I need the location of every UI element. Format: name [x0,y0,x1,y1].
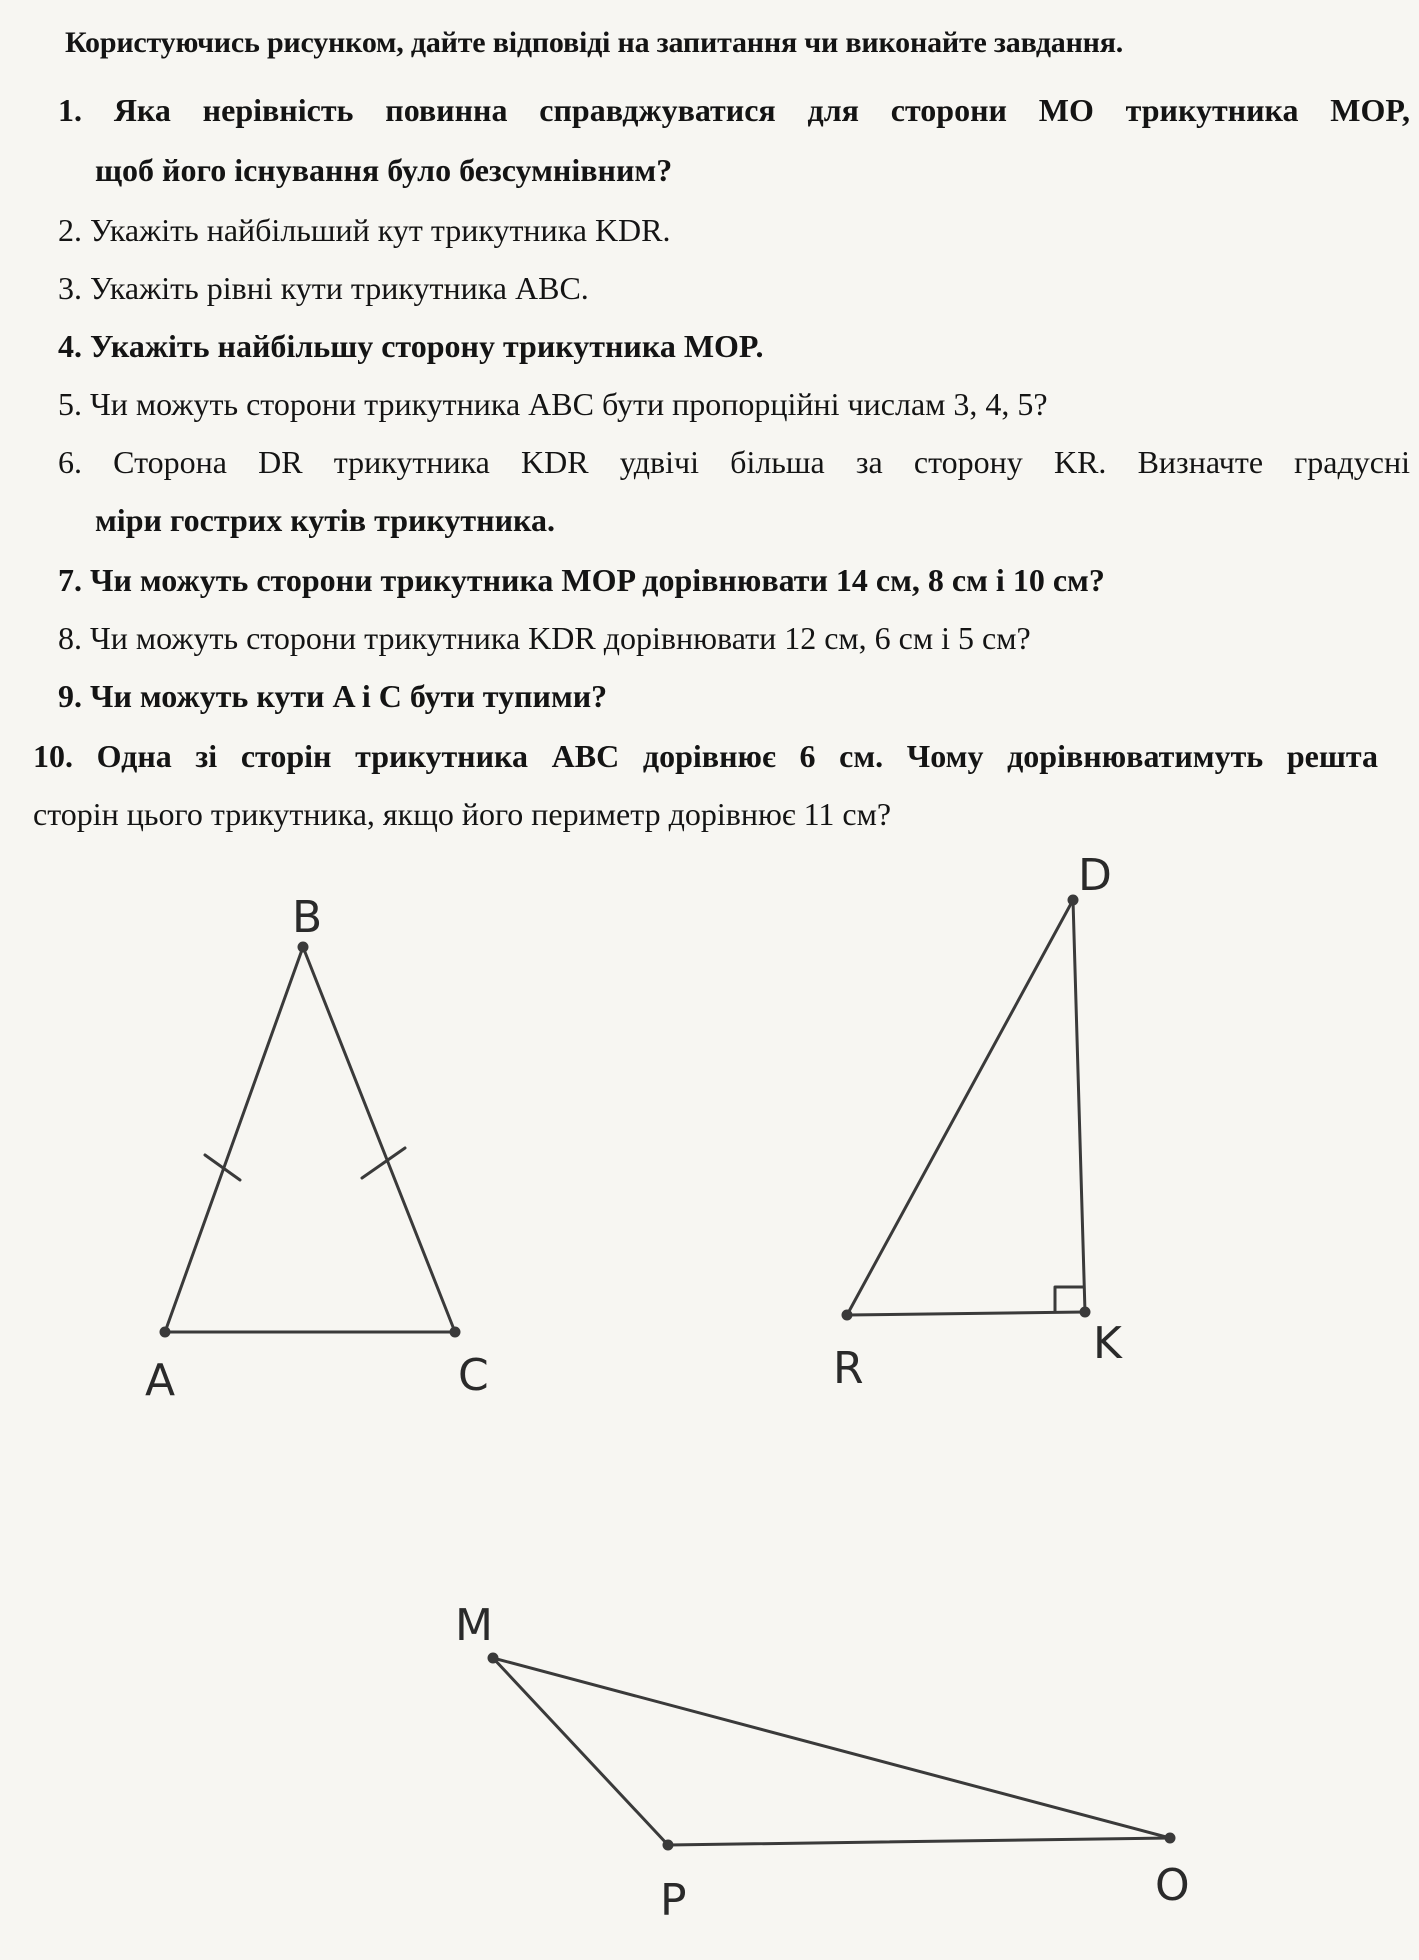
vertex-b-dot [299,943,307,951]
question-9-number: 9. [58,678,82,714]
right-angle-mark [1055,1287,1084,1312]
vertex-m-dot [489,1654,497,1662]
side-mp [493,1658,668,1845]
question-5-text: Чи можуть сторони трикутника АВС бути пропорційні числам 3, 4, 5? [90,386,1048,422]
question-8-number: 8. [58,620,82,656]
vertex-r-dot [843,1311,851,1319]
question-7-number: 7. [58,562,82,598]
triangle-abc [161,943,459,1336]
label-o: O [1155,1860,1190,1911]
label-r: R [833,1343,864,1394]
vertex-o-dot [1166,1834,1174,1842]
question-5-number: 5. [58,386,82,422]
triangle-kdr [843,896,1089,1319]
tick-mark-ab [205,1155,240,1180]
question-4-text: Укажіть найбільшу сторону трикутника MOP. [90,328,764,364]
question-6-number: 6. [58,444,82,480]
question-1-text: Яка нерівність повинна справджуватися для сторони MO трикутника MOP, [113,92,1411,128]
vertex-p-dot [664,1841,672,1849]
question-7-text: Чи можуть сторони трикутника MOP дорівнювати 14 см, 8 см і 10 см? [90,562,1105,598]
question-6-text: Сторона DR трикутника KDR удвічі більша за сторону KR. Визначте градусні [113,444,1411,480]
label-b: B [292,892,323,943]
side-bc [303,947,455,1332]
question-10-continuation: сторін цього трикутника, якщо його периметр дорівнює 11 см? [33,796,892,832]
vertex-k-dot [1081,1308,1089,1316]
side-rk [847,1312,1085,1315]
label-c: C [458,1350,489,1401]
question-10-text: Одна зі сторін трикутника ABC дорівнює 6 см. Чому дорівнюватимуть решта [96,738,1379,774]
vertex-d-dot [1069,896,1077,904]
label-k: K [1093,1318,1122,1369]
question-4-number: 4. [58,328,82,364]
vertex-c-dot [451,1328,459,1336]
question-3-number: 3. [58,270,82,306]
side-dk [1073,900,1085,1312]
question-2-number: 2. [58,212,82,248]
side-po [668,1838,1170,1845]
question-1-continuation: щоб його існування було безсумнівним? [95,152,673,188]
question-3-text: Укажіть рівні кути трикутника ABC. [90,270,589,306]
question-9-text: Чи можуть кути A і C бути тупими? [90,678,608,714]
side-ab [165,947,303,1332]
vertex-a-dot [161,1328,169,1336]
worksheet-heading: Користуючись рисунком, дайте відповіді на запитання чи виконайте завдання. [65,26,1124,59]
label-d: D [1078,850,1112,901]
label-m: M [455,1600,493,1651]
question-1-number: 1. [58,92,82,128]
triangle-mop [489,1654,1174,1849]
question-6-continuation: міри гострих кутів трикутника. [95,502,555,538]
question-8-text: Чи можуть сторони трикутника KDR дорівнювати 12 см, 6 см і 5 см? [90,620,1031,656]
question-10-number: 10. [33,738,73,774]
question-2-text: Укажіть найбільший кут трикутника KDR. [90,212,671,248]
label-a: A [145,1355,176,1406]
label-p: P [660,1875,687,1926]
side-mo [493,1658,1170,1838]
side-rd [847,900,1073,1315]
